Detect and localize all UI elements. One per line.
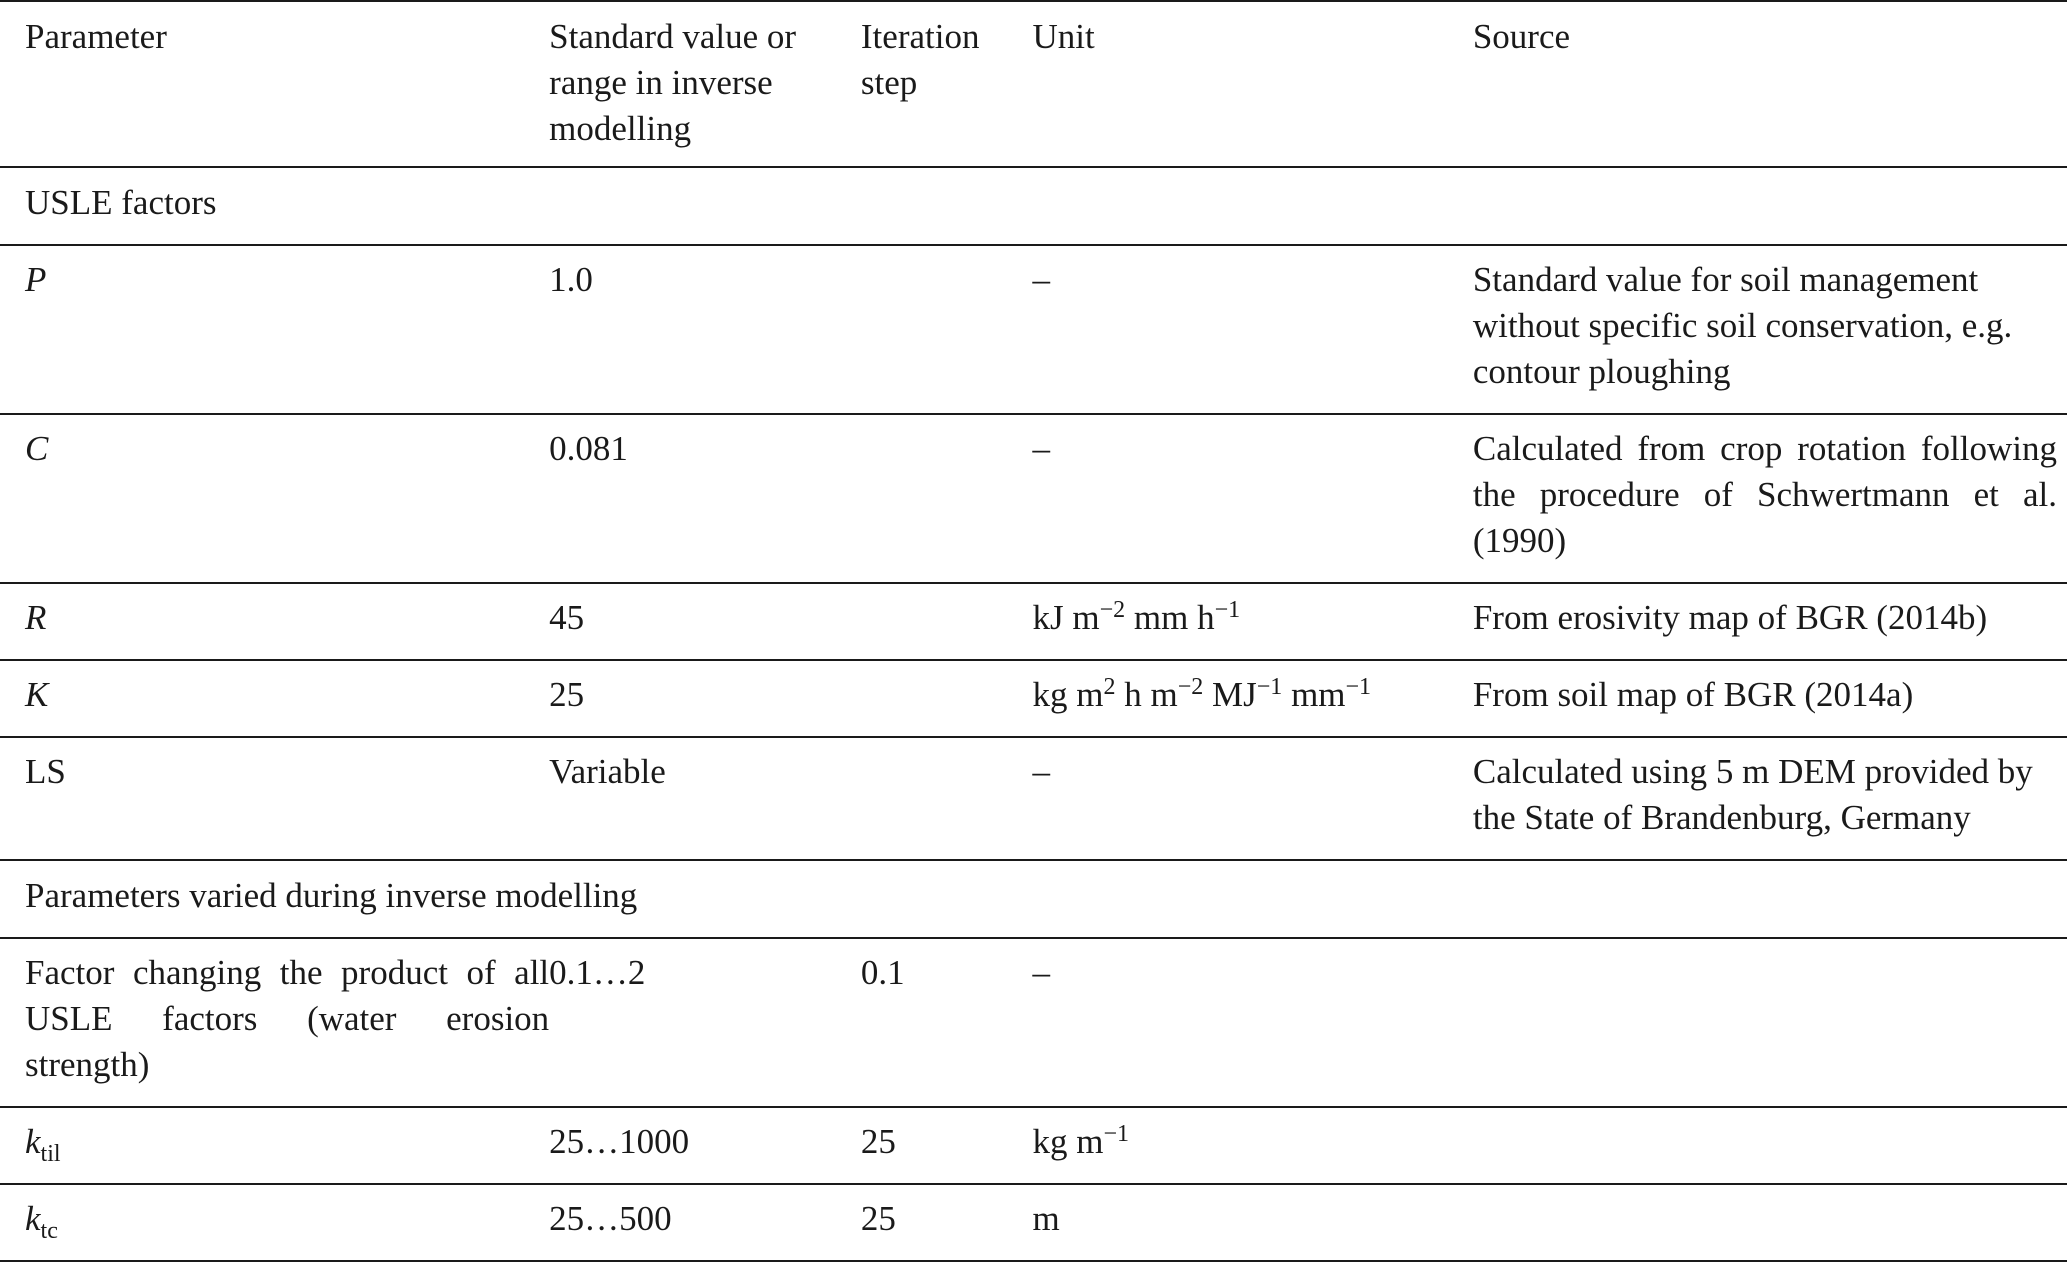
table-row-ls: [0, 737, 2067, 860]
unit-exponent: −1: [1214, 597, 1241, 623]
param-cell: [0, 1107, 549, 1184]
step-cell: [861, 660, 1033, 737]
table-row-factor: [0, 938, 2067, 1107]
unit-text: mm h: [1125, 598, 1215, 637]
table-row-k: [0, 660, 2067, 737]
unit-cell: –: [1033, 414, 1473, 583]
unit-text: kg m: [1032, 675, 1104, 714]
unit-text: MJ: [1203, 675, 1257, 714]
header-parameter: Parameter: [0, 1, 549, 167]
param-symbol: k: [25, 1199, 41, 1238]
section-title-usle: USLE factors: [0, 167, 2067, 245]
param-cell: R: [0, 583, 549, 660]
table-row-ktc: [0, 1184, 2067, 1261]
step-cell: 25: [861, 1184, 1033, 1261]
param-subscript: tc: [40, 1218, 58, 1244]
step-cell: [861, 737, 1033, 860]
unit-cell: [1033, 583, 1473, 660]
param-cell: K: [0, 660, 549, 737]
source-cell: [1473, 1184, 2067, 1261]
param-symbol: k: [25, 1122, 41, 1161]
source-cell: From soil map of BGR (2014a): [1473, 660, 2067, 737]
unit-cell: –: [1033, 245, 1473, 414]
header-standard-value: Standard value or range in inverse modelling: [549, 1, 861, 167]
unit-text: h m: [1115, 675, 1178, 714]
step-cell: 25: [861, 1107, 1033, 1184]
source-cell: Standard value for soil management without specific soil conservation, e.g. contour ploughing: [1473, 245, 2067, 414]
source-cell: From erosivity map of BGR (2014b): [1473, 583, 2067, 660]
source-cell: [1473, 938, 2067, 1107]
value-cell: 45: [549, 583, 861, 660]
header-row: [0, 1, 2067, 167]
unit-cell: –: [1033, 737, 1473, 860]
section-title-varied: Parameters varied during inverse modelling: [0, 860, 2067, 938]
unit-text: kJ m: [1032, 598, 1100, 637]
step-cell: [861, 583, 1033, 660]
table-row-r: [0, 583, 2067, 660]
source-cell: [1473, 1107, 2067, 1184]
unit-exponent: −2: [1177, 674, 1204, 700]
value-cell: 25: [549, 660, 861, 737]
unit-exponent: −2: [1099, 597, 1126, 623]
source-cell: Calculated using 5 m DEM provided by the State of Brandenburg, Germany: [1473, 737, 2067, 860]
param-cell: Factor changing the product of all USLE factors (water erosion strength): [0, 938, 549, 1107]
table-row-c: [0, 414, 2067, 583]
table-row-ktil: [0, 1107, 2067, 1184]
value-cell: 25…500: [549, 1184, 861, 1261]
step-cell: [861, 245, 1033, 414]
unit-exponent: 2: [1103, 674, 1116, 700]
header-unit: Unit: [1033, 1, 1473, 167]
param-cell: C: [0, 414, 549, 583]
value-cell: 25…1000: [549, 1107, 861, 1184]
value-cell: Variable: [549, 737, 861, 860]
step-cell: [861, 414, 1033, 583]
unit-exponent: −1: [1103, 1121, 1130, 1147]
section-row-varied: [0, 860, 2067, 938]
header-iteration-step: Iteration step: [861, 1, 1033, 167]
step-cell: 0.1: [861, 938, 1033, 1107]
header-source: Source: [1473, 1, 2067, 167]
unit-cell: –: [1033, 938, 1473, 1107]
param-cell: [0, 1184, 549, 1261]
source-cell: Calculated from crop rotation following the procedure of Schwertmann et al. (1990): [1473, 414, 2067, 583]
unit-text: mm: [1282, 675, 1346, 714]
value-cell: 1.0: [549, 245, 861, 414]
unit-text: kg m: [1032, 1122, 1104, 1161]
unit-cell: [1033, 660, 1473, 737]
param-subscript: til: [40, 1141, 61, 1167]
unit-cell: m: [1033, 1184, 1473, 1261]
value-cell: 0.081: [549, 414, 861, 583]
value-cell: 0.1…2: [549, 938, 861, 1107]
unit-exponent: −1: [1345, 674, 1372, 700]
table-row-p: [0, 245, 2067, 414]
unit-cell: [1033, 1107, 1473, 1184]
section-row-usle: [0, 167, 2067, 245]
param-cell: P: [0, 245, 549, 414]
unit-exponent: −1: [1256, 674, 1283, 700]
param-cell: LS: [0, 737, 549, 860]
